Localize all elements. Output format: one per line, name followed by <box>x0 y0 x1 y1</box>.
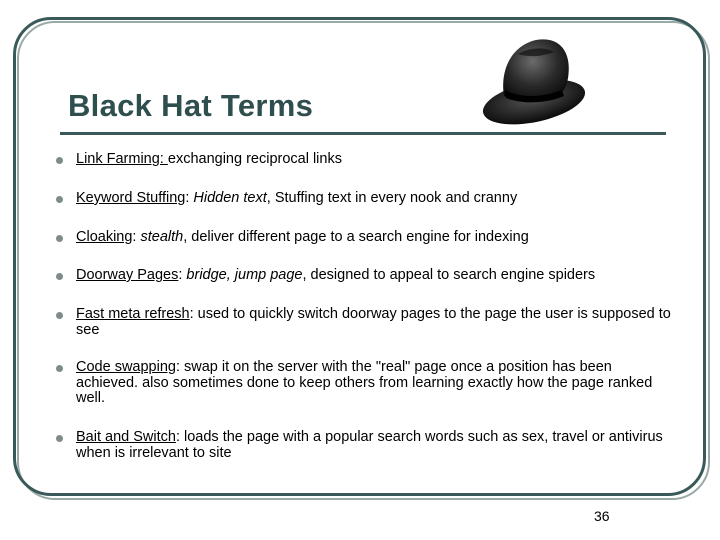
list-item <box>76 360 676 407</box>
item-text: , designed to appeal to search engine spiders <box>302 267 596 283</box>
term-link[interactable]: Link Farming: <box>76 151 168 167</box>
item-text: : used to quickly switch doorway pages to the page the user is supposed to see <box>76 306 671 338</box>
term-link[interactable]: Code swapping <box>76 359 176 375</box>
term-link[interactable]: Bait and Switch <box>76 429 176 445</box>
list-item <box>76 152 676 168</box>
bullet-icon <box>56 312 63 319</box>
item-text: : swap it on the server with the "real" page once a position has been achieved. also sometimes done to keep others from learning exactly how the page ranked well. <box>76 359 653 406</box>
list-item <box>76 268 676 284</box>
list-item <box>76 430 676 461</box>
list-item <box>76 191 676 207</box>
item-text: , deliver different page to a search engine for indexing <box>183 229 529 245</box>
item-text: exchanging reciprocal links <box>167 151 342 167</box>
bullet-icon <box>56 435 63 442</box>
item-separator: : <box>178 267 187 283</box>
item-text: , Stuffing text in every nook and cranny <box>266 190 518 206</box>
item-emphasis: bridge, jump page <box>186 267 303 283</box>
term-link[interactable]: Doorway Pages <box>76 267 179 283</box>
item-separator: : <box>185 190 194 206</box>
page-number: 36 <box>594 508 610 524</box>
item-separator: : <box>132 229 141 245</box>
item-emphasis: stealth <box>140 229 184 245</box>
list-item <box>76 307 676 338</box>
item-emphasis: Hidden text <box>193 190 267 206</box>
list-item <box>76 230 676 246</box>
term-link[interactable]: Keyword Stuffing <box>76 190 186 206</box>
term-link[interactable]: Cloaking <box>76 229 133 245</box>
item-text: : loads the page with a popular search words such as sex, travel or antivirus when is irrelevant to site <box>76 429 663 461</box>
bullet-icon <box>56 196 63 203</box>
slide-title: Black Hat Terms <box>68 88 314 123</box>
bullet-icon <box>56 365 63 372</box>
bullet-icon <box>56 273 63 280</box>
term-link[interactable]: Fast meta refresh <box>76 306 190 322</box>
bullet-icon <box>56 157 63 164</box>
bullet-icon <box>56 235 63 242</box>
